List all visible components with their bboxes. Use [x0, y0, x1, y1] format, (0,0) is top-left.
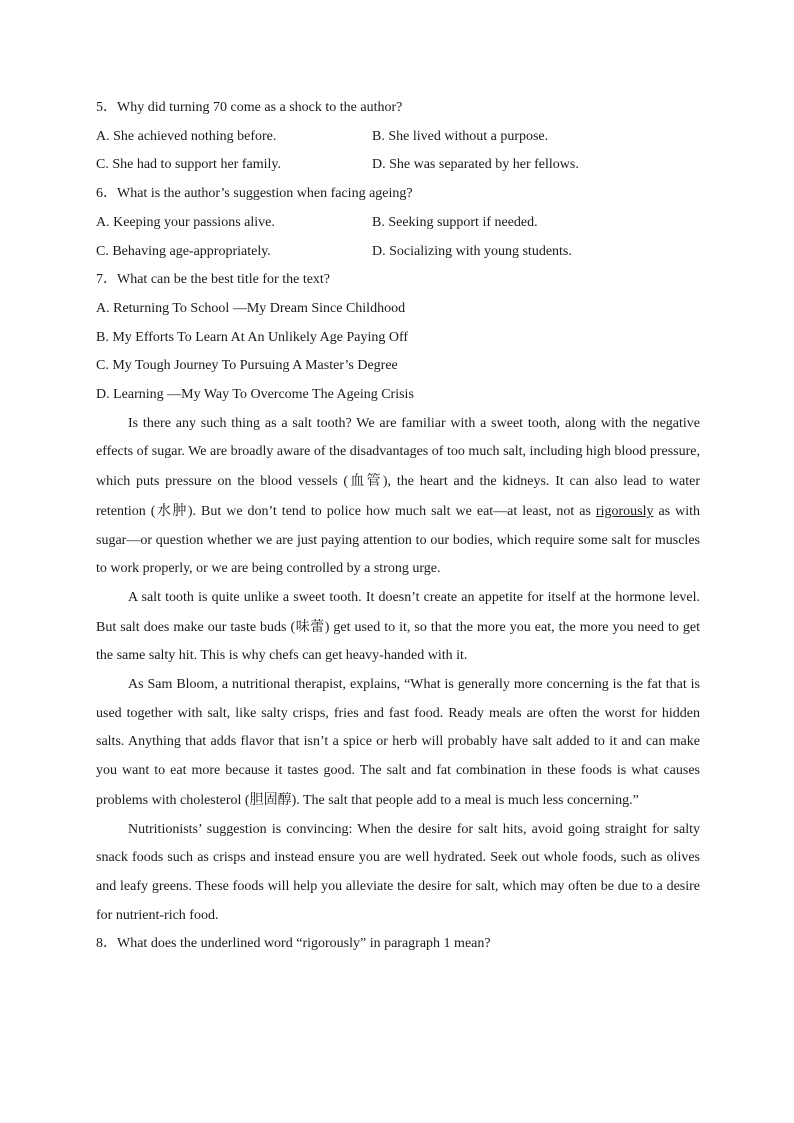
q6-option-b: B. Seeking support if needed. — [372, 214, 538, 230]
p2-text-1: A salt tooth is quite unlike a sweet tooth. It doesn’t create an appetite for itself at the hormone level. But salt does make our taste buds ( — [96, 589, 700, 635]
passage-paragraph-1 — [96, 410, 700, 584]
p3-chinese-gloss: 胆固醇 — [249, 791, 292, 808]
q5-option-d: D. She was separated by her fellows. — [372, 157, 579, 173]
question-6-stem: 6．What is the author’s suggestion when facing ageing? — [96, 186, 413, 202]
p1-text-3: ). But we don’t tend to police how much salt we eat—at least, not as — [187, 503, 596, 519]
passage-paragraph-2 — [96, 584, 700, 671]
q5-option-b: B. She lived without a purpose. — [372, 128, 549, 144]
question-5-stem: 5．Why did turning 70 come as a shock to the author? — [96, 100, 403, 115]
p1-text-1: Is there any such thing as a salt tooth? We are familiar with a sweet tooth, along with the negative effects of sugar. We are broadly aware of the disadvantages of too much salt, including high blood pressure, which puts pressure on the blood vessels ( — [96, 415, 700, 490]
q6-option-d: D. Socializing with young students. — [372, 243, 572, 259]
question-8-stem: 8．What does the underlined word “rigorously” in paragraph 1 mean? — [96, 936, 491, 952]
p1-chinese-gloss-1: 血管 — [348, 473, 383, 490]
q5-option-c: C. She had to support her family. — [96, 157, 281, 173]
q7-option-c: C. My Tough Journey To Pursuing A Master’s Degree — [96, 358, 398, 374]
question-6-options-row-1 — [96, 209, 700, 238]
q7-option-b: B. My Efforts To Learn At An Unlikely Age Paying Off — [96, 329, 409, 345]
p1-text-2: ), the heart and the kidneys. It can also lead to water retention ( — [96, 474, 700, 519]
q6-option-c: C. Behaving age-appropriately. — [96, 243, 271, 259]
passage-paragraph-4: Nutritionists’ suggestion is convincing: When the desire for salt hits, avoid going straight for salty snack foods such as crisps and instead ensure you are well hydrated. Seek out whole foods, such as olives and leafy greens. These foods will help you alleviate the desire for salt, which may often be due to a desire for nutrient-rich food. — [96, 821, 700, 923]
question-5-options-row-2 — [96, 151, 700, 180]
q7-option-a: A. Returning To School —My Dream Since Childhood — [96, 300, 406, 316]
p1-text-4: as with sugar—or question whether we are just paying attention to our bodies, which require some salt for muscles to work properly, or we are being controlled by a strong urge. — [96, 503, 701, 577]
question-6-options-row-2 — [96, 238, 700, 267]
question-7-stem: 7．What can be the best title for the text? — [96, 272, 331, 288]
underlined-word-rigorously: rigorously — [595, 503, 654, 519]
question-5-options-row-1 — [96, 123, 700, 152]
p2-chinese-gloss: 味蕾 — [295, 618, 325, 635]
p3-text-1: As Sam Bloom, a nutritional therapist, explains, “What is generally more concerning is the fat that is used together with salt, like salty crisps, fries and fast food. Ready meals are often the worst for hidden salts. Anything that adds flavor that isn’t a spice or herb will probably have salt added to it and can make you want to eat more because it tastes good. The salt and fat combination in these foods is what causes problems with cholesterol ( — [96, 677, 700, 808]
document-page — [96, 94, 700, 959]
q7-option-d: D. Learning —My Way To Overcome The Ageing Crisis — [96, 387, 414, 403]
p1-chinese-gloss-2: 水肿 — [155, 502, 188, 519]
passage-paragraph-3 — [96, 671, 700, 816]
q5-option-a: A. She achieved nothing before. — [96, 128, 277, 144]
p3-text-2: ). The salt that people add to a meal is much less concerning.” — [291, 792, 639, 808]
q6-option-a: A. Keeping your passions alive. — [96, 214, 275, 230]
p2-text-2: ) get used to it, so that the more you eat, the more you need to get the same salty hit. This is why chefs can get heavy-handed with it. — [96, 619, 700, 664]
